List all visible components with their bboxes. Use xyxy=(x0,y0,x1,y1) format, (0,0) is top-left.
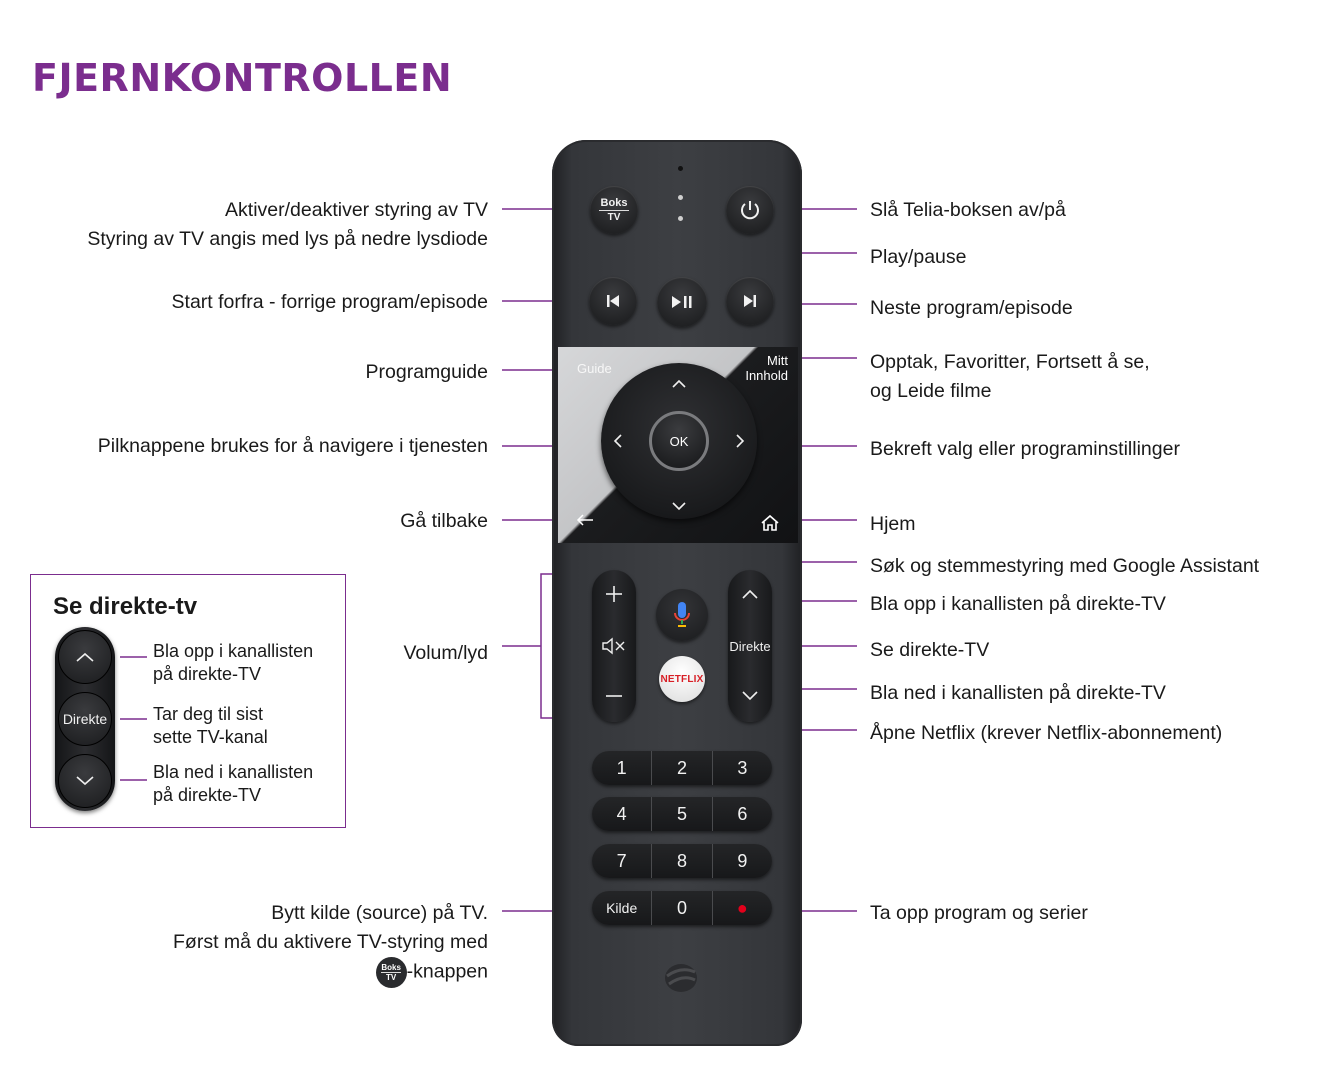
live-tv-inset xyxy=(30,574,346,828)
inset-title: Se direkte-tv xyxy=(53,593,198,620)
key-8[interactable]: 8 xyxy=(651,844,711,878)
keypad-row-3 xyxy=(592,844,772,878)
volume-rocker xyxy=(592,570,636,722)
key-7[interactable]: 7 xyxy=(616,850,627,871)
volume-down-button[interactable] xyxy=(592,678,636,714)
dpad-ring xyxy=(601,363,757,519)
down-icon xyxy=(741,690,759,702)
left-arrow-button[interactable] xyxy=(613,433,623,454)
source-label: Bytt kilde (source) på TV. Først må du aktivere TV-styring med Boks TV -knappen xyxy=(173,899,488,988)
key-0[interactable]: 0 xyxy=(651,891,711,925)
keypad-row-1 xyxy=(592,751,772,785)
keypad-row-4 xyxy=(592,891,772,925)
keypad-row-2 xyxy=(592,797,772,831)
key-9[interactable]: 9 xyxy=(712,844,772,878)
key-4[interactable]: 4 xyxy=(616,803,627,824)
key-3[interactable]: 3 xyxy=(712,751,772,785)
start-over-label: Start forfra - forrige program/episode xyxy=(171,291,488,313)
mini-down-button[interactable] xyxy=(58,754,112,808)
search-label: Søk og stemmestyring med Google Assistant xyxy=(870,555,1260,577)
next-icon xyxy=(741,292,759,310)
mute-icon xyxy=(601,636,627,656)
down-icon xyxy=(671,502,687,512)
my-content-label: Opptak, Favoritter, Fortsett å se, og Leide filme xyxy=(870,351,1150,402)
right-arrow-button[interactable] xyxy=(735,433,745,454)
inset-down-label: Bla ned i kanallisten på direkte-TV xyxy=(153,762,314,805)
channel-up-button[interactable] xyxy=(728,576,772,612)
record-label: Ta opp program og serier xyxy=(870,902,1088,924)
guide-label: Programguide xyxy=(365,361,488,383)
right-icon xyxy=(735,433,745,449)
arrows-label: Pilknappene brukes for å navigere i tjenesten xyxy=(97,435,488,457)
key-2[interactable]: 2 xyxy=(651,751,711,785)
play-pause-icon xyxy=(669,293,695,311)
up-icon xyxy=(741,588,759,600)
record-button[interactable]: ● xyxy=(712,891,772,925)
home-icon xyxy=(760,514,780,532)
live-tv-label: Se direkte-TV xyxy=(870,639,990,661)
up-icon xyxy=(75,651,95,663)
guide-button[interactable]: Guide xyxy=(577,361,612,376)
play-pause-label: Play/pause xyxy=(870,246,967,268)
power-button[interactable] xyxy=(726,186,774,234)
back-label: Gå tilbake xyxy=(400,510,488,532)
next-button[interactable] xyxy=(726,277,774,325)
channel-up-label: Bla opp i kanallisten på direkte-TV xyxy=(870,593,1166,615)
volume-up-button[interactable] xyxy=(592,576,636,612)
channel-down-button[interactable] xyxy=(728,678,772,714)
minus-icon xyxy=(604,686,624,706)
power-icon xyxy=(737,197,763,223)
navigation-panel xyxy=(558,347,798,543)
my-content-button[interactable]: Mitt Innhold xyxy=(745,353,788,383)
previous-button[interactable] xyxy=(589,277,637,325)
key-6[interactable]: 6 xyxy=(712,797,772,831)
channel-down-label: Bla ned i kanallisten på direkte-TV xyxy=(870,682,1166,704)
mini-up-button[interactable] xyxy=(58,630,112,684)
inset-last-label: Tar deg til sist sette TV-kanal xyxy=(153,704,268,747)
netflix-button[interactable]: NETFLIX xyxy=(659,656,705,702)
next-label: Neste program/episode xyxy=(870,297,1073,319)
play-pause-button[interactable] xyxy=(657,277,707,327)
mini-channel-rocker xyxy=(55,627,115,811)
inset-up-label: Bla opp i kanallisten på direkte-TV xyxy=(153,641,314,684)
volume-label: Volum/lyd xyxy=(403,642,488,664)
key-5[interactable]: 5 xyxy=(651,797,711,831)
telia-logo-icon xyxy=(661,958,701,998)
upper-led xyxy=(678,195,683,200)
back-icon xyxy=(576,513,594,527)
kilde-button[interactable]: Kilde xyxy=(606,900,638,916)
tv-control-label: Aktiver/deaktiver styring av TV Styring av TV angis med lys på nedre lysdiode xyxy=(87,199,488,250)
boks-tv-button[interactable]: Boks TV xyxy=(590,186,638,234)
home-button[interactable] xyxy=(760,514,780,537)
channel-rocker xyxy=(728,570,772,722)
home-label: Hjem xyxy=(870,513,916,535)
voice-search-button[interactable] xyxy=(656,589,708,641)
power-label: Slå Telia-boksen av/på xyxy=(870,199,1066,221)
down-icon xyxy=(75,775,95,787)
down-arrow-button[interactable] xyxy=(671,499,687,517)
mic-icon xyxy=(672,600,692,630)
netflix-label: Åpne Netflix (krever Netflix-abonnement) xyxy=(870,722,1223,744)
plus-icon xyxy=(604,584,624,604)
page-title: FJERNKONTROLLEN xyxy=(32,56,453,100)
key-1[interactable]: 1 xyxy=(616,757,627,778)
ok-label: Bekreft valg eller programinstillinger xyxy=(870,438,1180,460)
boks-tv-mini-icon: Boks TV xyxy=(376,957,407,988)
up-arrow-button[interactable] xyxy=(671,375,687,393)
back-button[interactable] xyxy=(576,513,594,532)
left-icon xyxy=(613,433,623,449)
direkte-button[interactable]: Direkte xyxy=(729,638,771,654)
ir-sensor xyxy=(678,166,683,171)
mini-direkte-button[interactable]: Direkte xyxy=(58,692,112,746)
up-icon xyxy=(671,378,687,388)
ok-button[interactable]: OK xyxy=(649,411,709,471)
mute-button[interactable] xyxy=(592,628,636,664)
previous-icon xyxy=(604,292,622,310)
lower-led xyxy=(678,216,683,221)
